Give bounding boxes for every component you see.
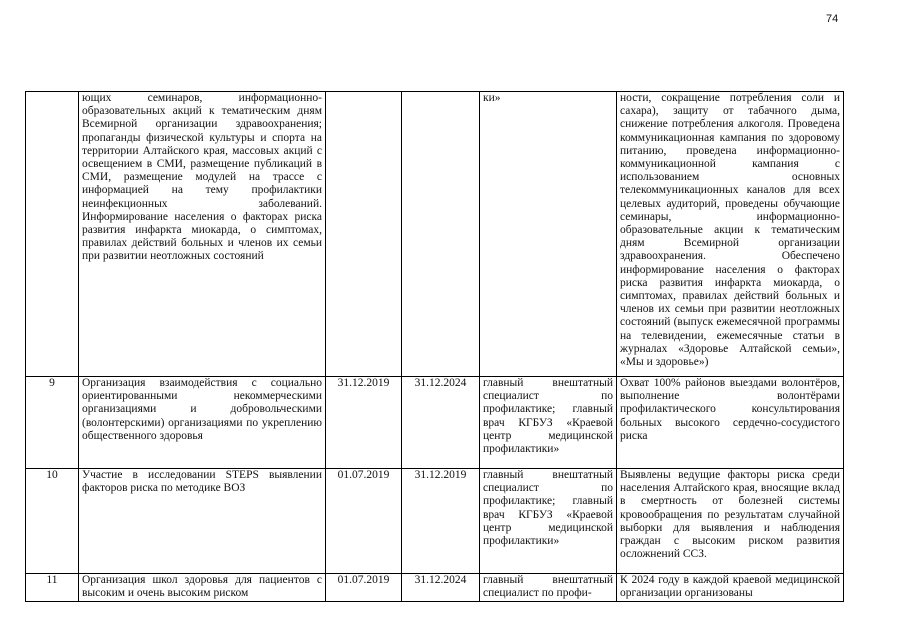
row-number-cell: 10 <box>26 469 79 574</box>
responsible-cell: ки» <box>480 92 617 377</box>
table-row <box>26 574 844 602</box>
start-date-cell <box>326 92 402 377</box>
table-row <box>26 377 844 469</box>
start-date-cell: 31.12.2019 <box>326 377 402 469</box>
end-date-cell: 31.12.2024 <box>402 574 480 602</box>
row-number-cell <box>26 92 79 377</box>
activity-cell: ющих семинаров, информационно-образовательных акций к тематическим дням Всемирной организации здравоохранения; пропаганды физической культуры и спорта на территории Алтайского края, массовых акций с освещением в СМИ, размещение публикаций в СМИ, размещение модулей на трассе с информацией на тему профилактики неинфекционных заболеваний. Информирование населения о факторах риска развития инфаркта миокарда, о симптомах, правилах действий больных и членов их семьи при развитии неотложных состояний <box>79 92 326 377</box>
activities-table <box>25 91 844 602</box>
responsible-cell: главный внештатный специалист по профилактике; главный врач КГБУЗ «Краевой центр медицинской профилактики» <box>480 469 617 574</box>
end-date-cell <box>402 92 480 377</box>
row-number-cell: 9 <box>26 377 79 469</box>
page-number: 74 <box>826 13 839 25</box>
result-cell: Выявлены ведущие факторы риска среди населения Алтайского края, вносящие вклад в смертность от болезней системы кровообращения по результатам случайной выборки для выявления и наблюдения граждан с высоким риском развития осложнений ССЗ. <box>617 469 844 574</box>
activity-cell: Организация школ здоровья для пациентов с высоким и очень высоким риском <box>79 574 326 602</box>
table-row <box>26 469 844 574</box>
row-number-cell: 11 <box>26 574 79 602</box>
activity-cell: Участие в исследовании STEPS выявлении факторов риска по методике ВОЗ <box>79 469 326 574</box>
activity-cell: Организация взаимодействия с социально ориентированными некоммерческими организациями и добровольческими (волонтерскими) организациями по укреплению общественного здоровья <box>79 377 326 469</box>
result-cell: ности, сокращение потребления соли и сахара), защиту от табачного дыма, снижение потребления алкоголя. Проведена коммуникационная кампания по здоровому питанию, проведена информационно-коммуникационной кампания с использованием основных телекоммуникационных каналов для всех целевых аудиторий, проведены обучающие семинары, информационно-образовательные акции к тематическим дням Всемирной организации здравоохранения. Обеспечено информирование населения о факторах риска развития инфаркта миокарда, о симптомах, правилах действий больных и членов их семьи при развитии неотложных состояний (выпуск ежемесячной программы на телевидении, ежемесячные статьи в журналах «Здоровье Алтайской семьи», «Мы и здоровье») <box>617 92 844 377</box>
responsible-cell: главный внештатный специалист по профилактике; главный врач КГБУЗ «Краевой центр медицинской профилактики» <box>480 377 617 469</box>
result-cell: Охват 100% районов выездами волонтёров, выполнение волонтёрами профилактического консультирования больных высокого сердечно-сосудистого риска <box>617 377 844 469</box>
result-cell: К 2024 году в каждой краевой медицинской организации организованы <box>617 574 844 602</box>
start-date-cell: 01.07.2019 <box>326 574 402 602</box>
start-date-cell: 01.07.2019 <box>326 469 402 574</box>
responsible-cell: главный внештатный специалист по профи- <box>480 574 617 602</box>
end-date-cell: 31.12.2019 <box>402 469 480 574</box>
table-row <box>26 92 844 377</box>
end-date-cell: 31.12.2024 <box>402 377 480 469</box>
